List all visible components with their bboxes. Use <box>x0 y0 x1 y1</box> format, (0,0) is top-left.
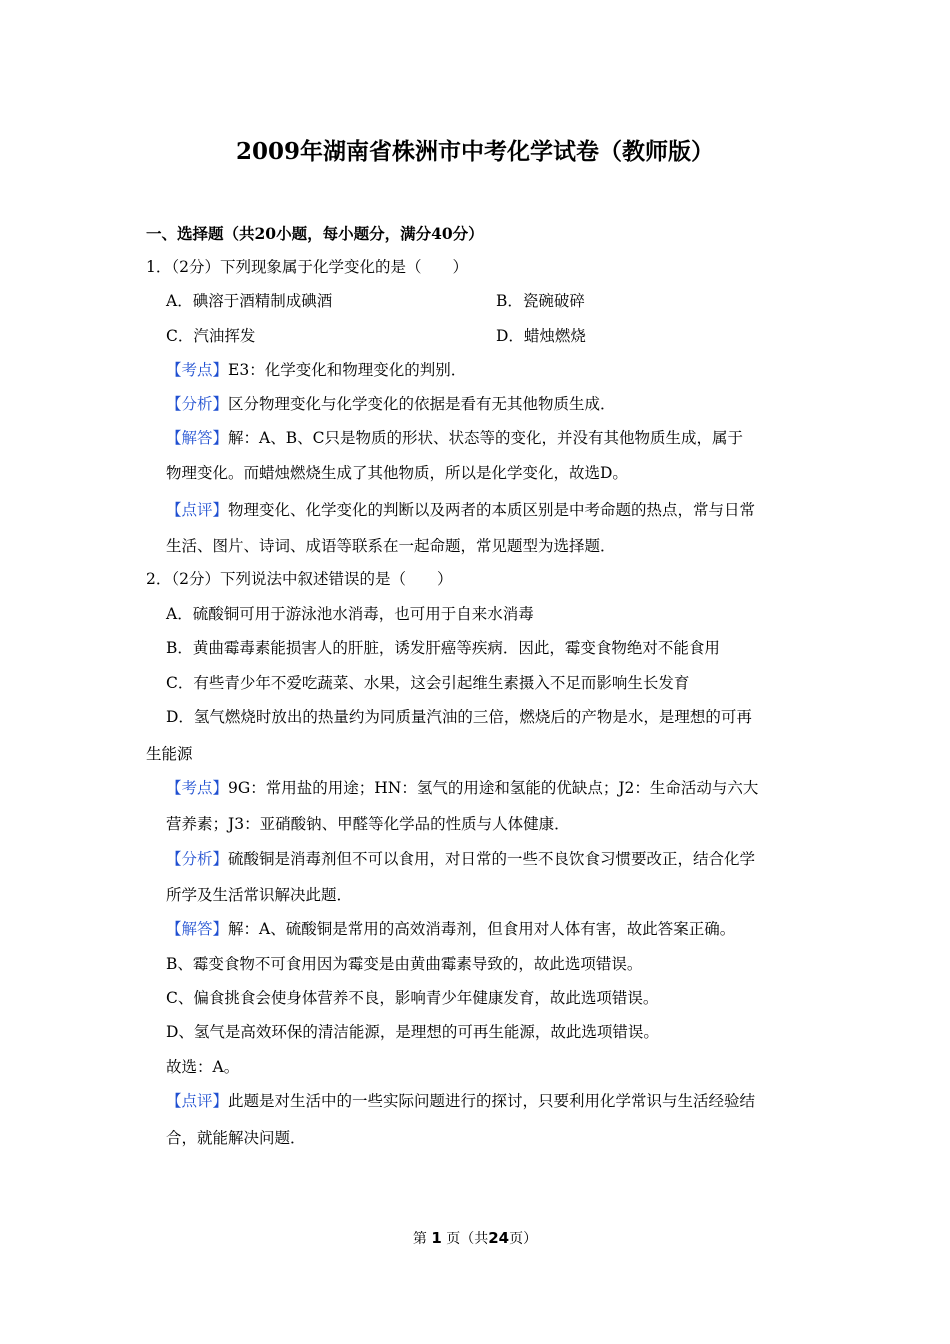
footer-mid: 页（共 <box>446 1231 489 1247</box>
jieda-label: 【解答】 <box>166 429 229 447</box>
fenxi-label: 【分析】 <box>166 850 229 868</box>
footer-pre: 第 <box>412 1231 427 1247</box>
question-1-jieda <box>166 427 743 449</box>
question-2-option-d: D．氢气燃烧时放出的热量约为同质量汽油的三倍，燃烧后的产物是水，是理想的可再 <box>166 708 752 726</box>
question-2-option-c: C．有些青少年不爱吃蔬菜、水果，这会引起维生素摄入不足而影响生长发育 <box>166 674 690 692</box>
question-2-answer: 故选：A。 <box>166 1058 240 1076</box>
question-2-fenxi <box>166 848 755 870</box>
question-2-dianping <box>166 1090 755 1112</box>
question-2-kaodian <box>166 777 758 799</box>
question-1-stem: 1．（2分）下列现象属于化学变化的是（ ） <box>146 258 468 276</box>
dianping-text: 此题是对生活中的一些实际问题进行的探讨，只要利用化学常识与生活经验结 <box>228 1092 756 1110</box>
jieda-text: 解：A、B、C只是物质的形状、状态等的变化，并没有其他物质生成，属于 <box>228 429 743 447</box>
fenxi-label: 【分析】 <box>166 395 229 413</box>
page-footer <box>0 1228 950 1248</box>
question-1-dianping <box>166 499 755 521</box>
question-1-option-b: B．瓷碗破碎 <box>496 292 585 310</box>
question-1-fenxi <box>166 393 616 415</box>
question-2-option-a: A．硫酸铜可用于游泳池水消毒，也可用于自来水消毒 <box>166 605 534 623</box>
page-total: 24 <box>488 1229 510 1247</box>
dianping-text: 物理变化、化学变化的判断以及两者的本质区别是中考命题的热点，常与日常 <box>228 501 756 519</box>
question-2-jieda-d: D、氢气是高效环保的清洁能源，是理想的可再生能源，故此选项错误。 <box>166 1023 659 1041</box>
section-heading: 一、选择题（共20小题，每小题分，满分40分） <box>146 224 484 243</box>
question-2-dianping-cont: 合，就能解决问题． <box>166 1129 306 1147</box>
question-2-option-b: B．黄曲霉毒素能损害人的肝脏，诱发肝癌等疾病．因此，霉变食物绝对不能食用 <box>166 639 720 657</box>
question-1-dianping-cont: 生活、图片、诗词、成语等联系在一起命题，常见题型为选择题． <box>166 537 616 555</box>
question-1-kaodian <box>166 359 466 381</box>
question-2-stem: 2．（2分）下列说法中叙述错误的是（ ） <box>146 570 453 588</box>
question-2-jieda-c: C、偏食挑食会使身体营养不良，影响青少年健康发育，故此选项错误。 <box>166 989 659 1007</box>
kaodian-label: 【考点】 <box>166 779 229 797</box>
question-1-option-c: C．汽油挥发 <box>166 327 256 345</box>
page-title: 2009年湖南省株洲市中考化学试卷（教师版） <box>235 138 714 165</box>
fenxi-text: 区分物理变化与化学变化的依据是看有无其他物质生成． <box>228 395 616 413</box>
fenxi-text: 硫酸铜是消毒剂但不可以食用，对日常的一些不良饮食习惯要改正，结合化学 <box>228 850 756 868</box>
question-2-option-d-cont: 生能源 <box>146 745 193 763</box>
kaodian-label: 【考点】 <box>166 361 229 379</box>
question-1-option-a: A．碘溶于酒精制成碘酒 <box>166 292 333 310</box>
question-2-fenxi-cont: 所学及生活常识解决此题． <box>166 886 353 904</box>
dianping-label: 【点评】 <box>166 501 229 519</box>
page-number: 1 <box>431 1229 442 1247</box>
jieda-label: 【解答】 <box>166 920 229 938</box>
kaodian-text: 9G：常用盐的用途；HN：氢气的用途和氢能的优缺点；J2：生命活动与六大 <box>228 779 759 797</box>
dianping-label: 【点评】 <box>166 1092 229 1110</box>
question-2-kaodian-cont: 营养素；J3：亚硝酸钠、甲醛等化学品的性质与人体健康． <box>166 815 570 833</box>
kaodian-text: E3：化学变化和物理变化的判别． <box>228 361 467 379</box>
question-2-jieda-b: B、霉变食物不可食用因为霉变是由黄曲霉素导致的，故此选项错误。 <box>166 955 643 973</box>
question-1-jieda-cont: 物理变化。而蜡烛燃烧生成了其他物质，所以是化学变化，故选D。 <box>166 464 628 482</box>
footer-post: 页） <box>509 1231 538 1247</box>
question-2-jieda <box>166 918 735 940</box>
question-1-option-d: D．蜡烛燃烧 <box>496 327 586 345</box>
jieda-text: 解：A、硫酸铜是常用的高效消毒剂，但食用对人体有害，故此答案正确。 <box>228 920 736 938</box>
